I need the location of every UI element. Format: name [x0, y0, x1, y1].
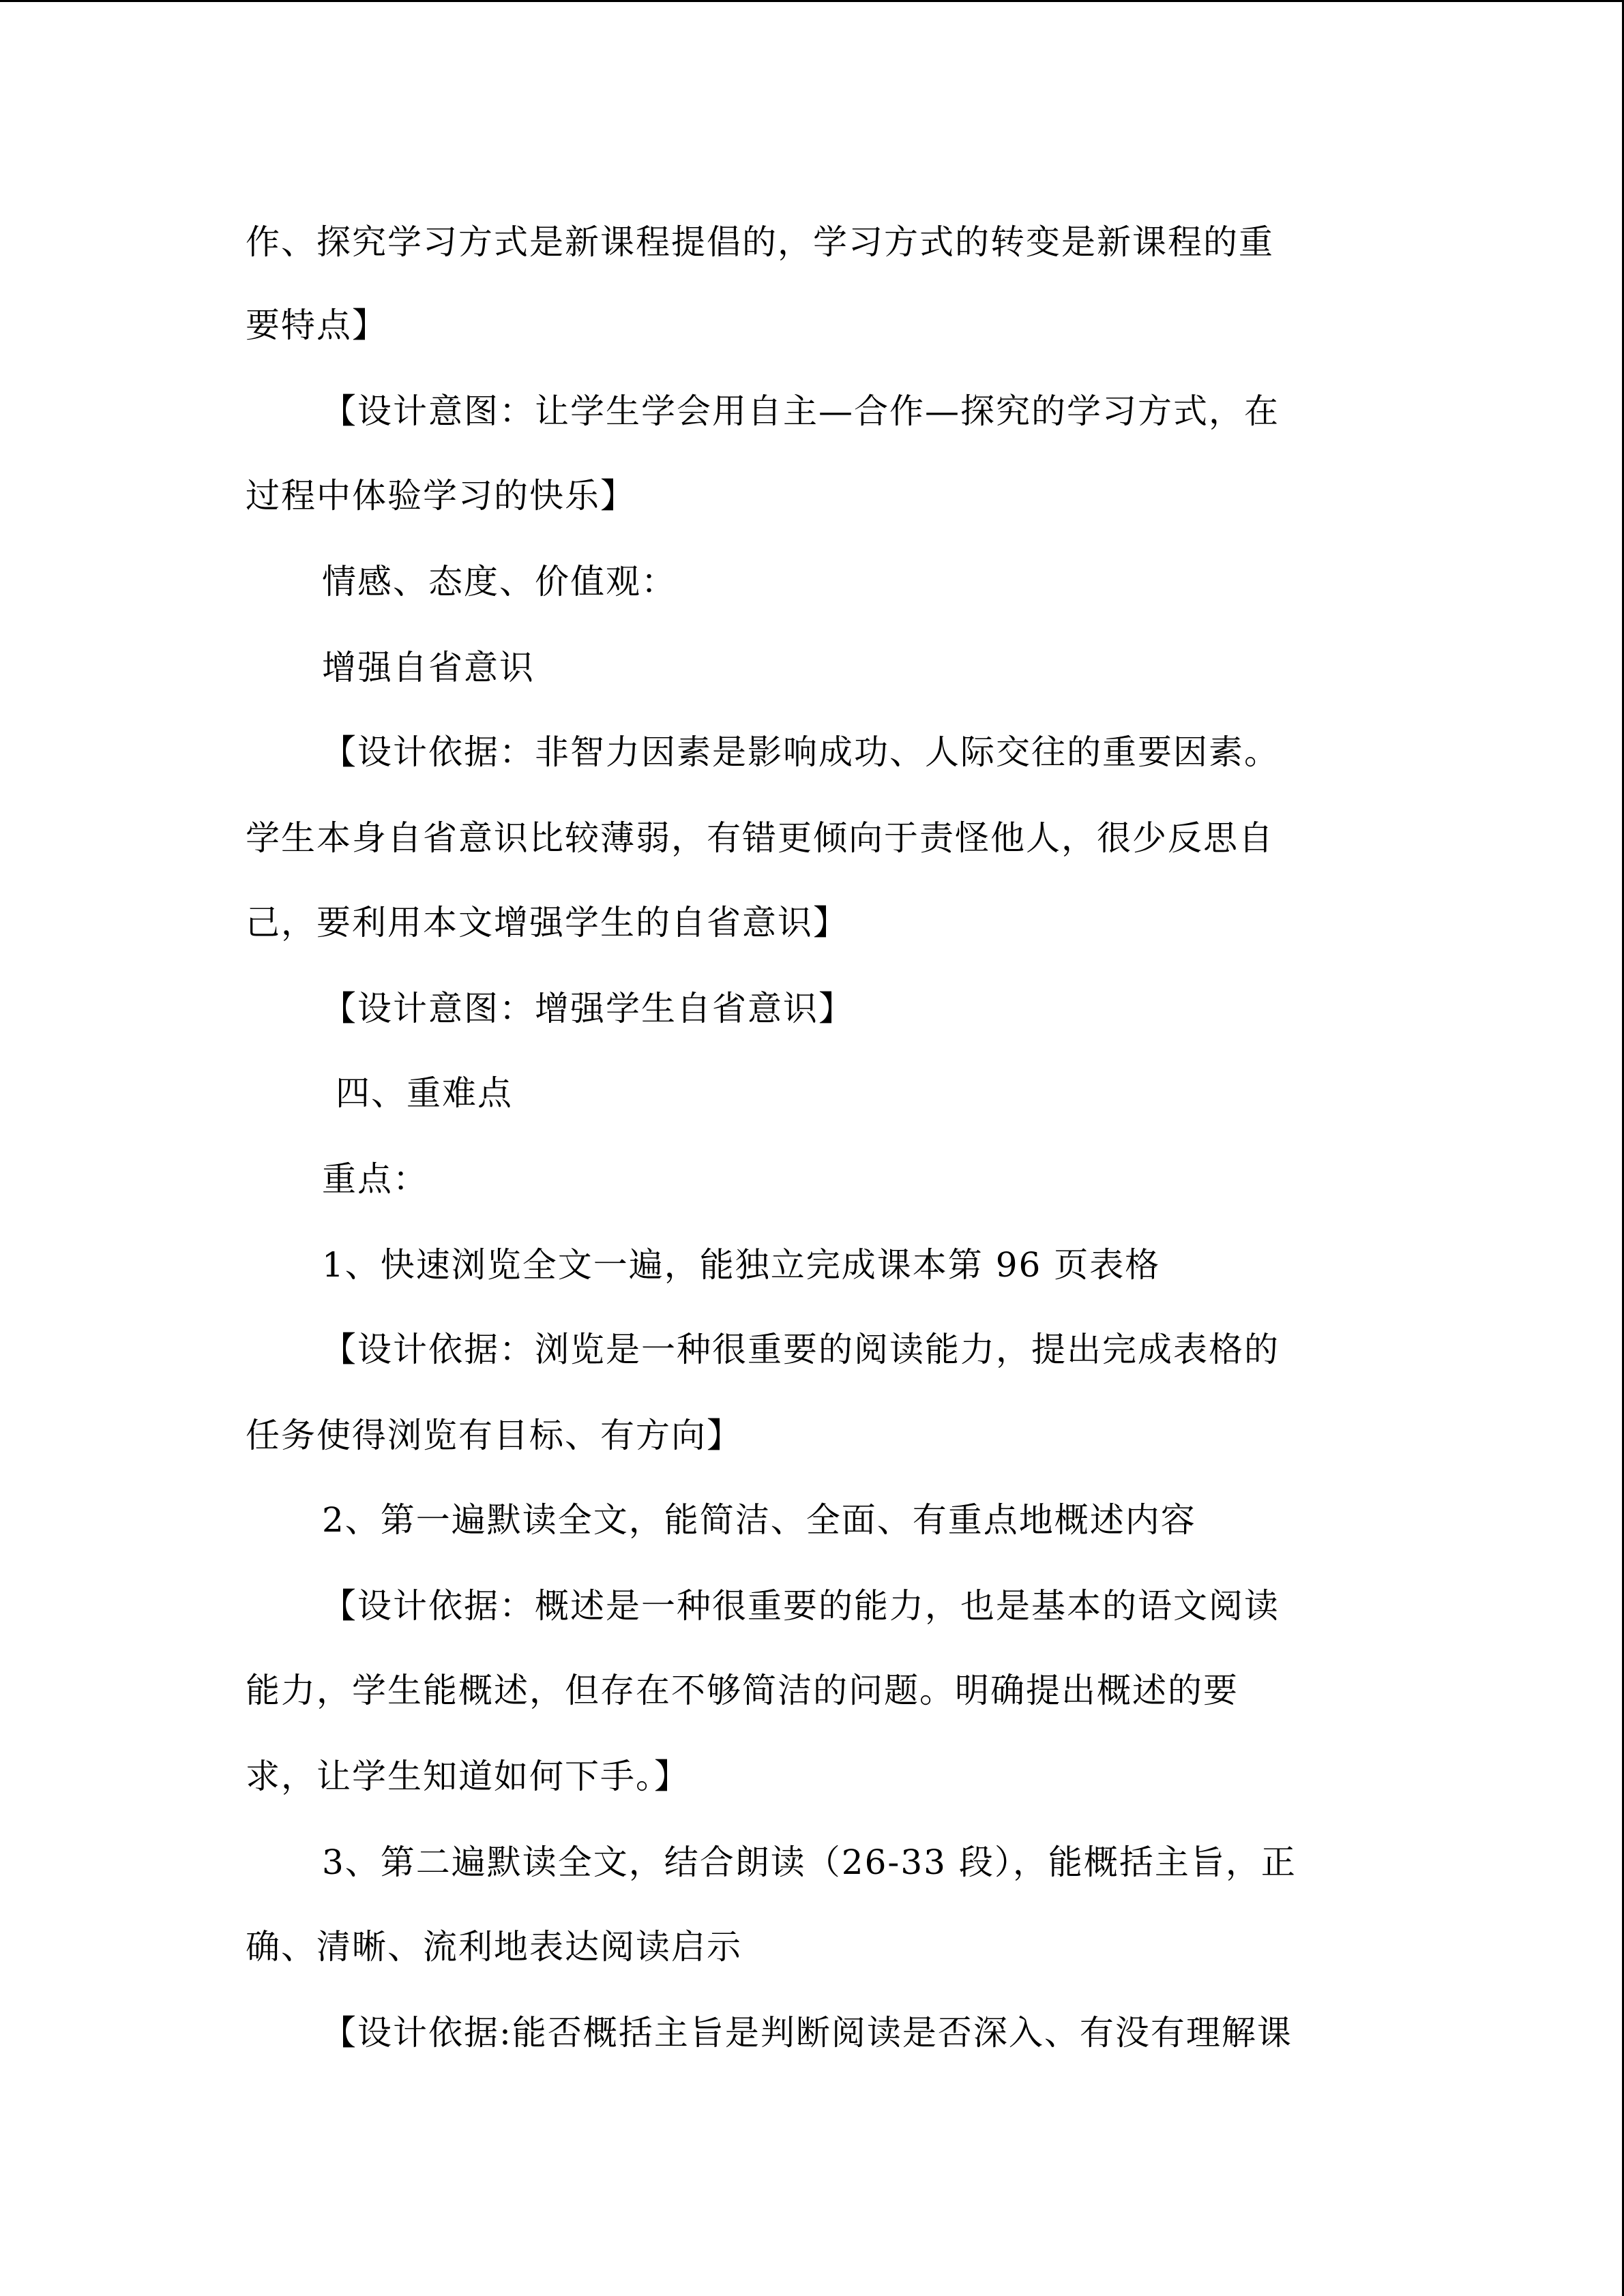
- text-line-22: 【设计依据:能否概括主旨是判断阅读是否深入、有没有理解课: [322, 2013, 1293, 2053]
- text-line-20: 3、第二遍默读全文，结合朗读（26-33 段），能概括主旨，正: [322, 1843, 1297, 1882]
- text-line-8: 学生本身自省意识比较薄弱，有错更倾向于责怪他人，很少反思自: [246, 818, 1274, 858]
- text-line-12: 重点：: [322, 1159, 428, 1199]
- text-line-21: 确、清晰、流利地表达阅读启示: [246, 1927, 742, 1967]
- text-line-17: 【设计依据：概述是一种很重要的能力，也是基本的语文阅读: [322, 1586, 1280, 1626]
- text-line-4: 过程中体验学习的快乐】: [246, 476, 636, 516]
- text-line-6: 增强自省意识: [322, 648, 535, 687]
- text-line-10: 【设计意图：增强学生自省意识】: [322, 989, 854, 1028]
- text-line-14: 【设计依据：浏览是一种很重要的阅读能力，提出完成表格的: [322, 1330, 1280, 1369]
- text-line-13: 1、快速浏览全文一遍，能独立完成课本第 96 页表格: [322, 1245, 1161, 1285]
- text-line-16: 2、第一遍默读全文，能简洁、全面、有重点地概述内容: [322, 1500, 1196, 1540]
- section-heading: 四、重难点: [336, 1073, 513, 1113]
- text-line-1: 作、探究学习方式是新课程提倡的，学习方式的转变是新课程的重: [246, 222, 1274, 262]
- text-line-18: 能力，学生能概述，但存在不够简洁的问题。明确提出概述的要: [246, 1671, 1239, 1710]
- text-line-9: 己，要利用本文增强学生的自省意识】: [246, 903, 848, 942]
- text-line-7: 【设计依据：非智力因素是影响成功、人际交往的重要因素。: [322, 732, 1280, 772]
- text-line-19: 求，让学生知道如何下手。】: [246, 1757, 690, 1796]
- text-line-15: 任务使得浏览有目标、有方向】: [246, 1416, 742, 1455]
- text-line-3: 【设计意图：让学生学会用自主—合作—探究的学习方式，在: [322, 391, 1280, 431]
- text-line-5: 情感、态度、价值观：: [322, 562, 677, 601]
- text-line-2: 要特点】: [246, 305, 387, 345]
